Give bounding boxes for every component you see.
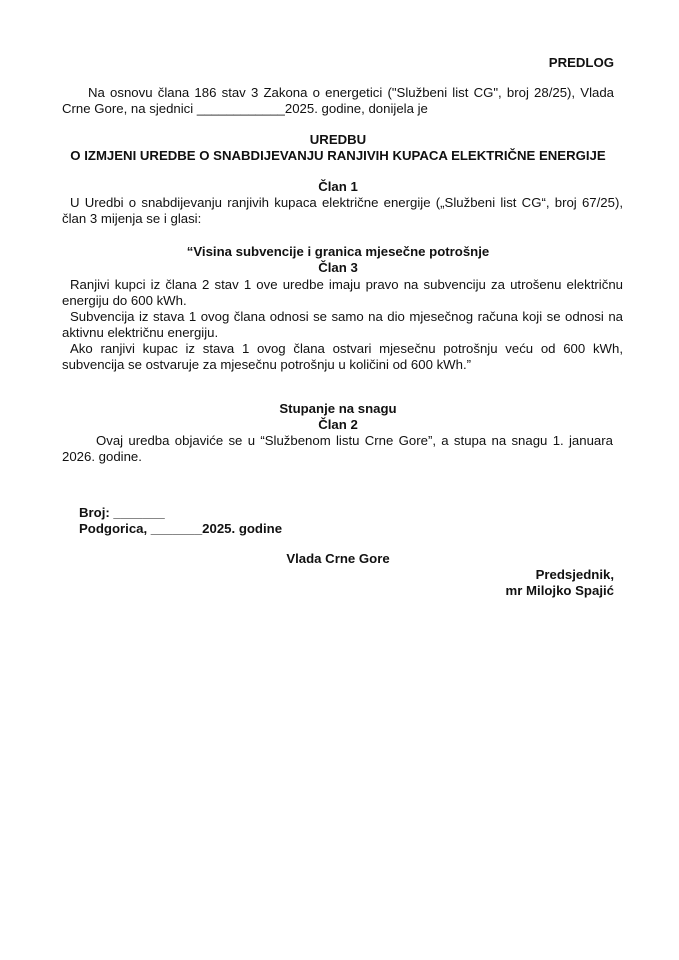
quoted-paragraph-2-line-2: aktivnu električnu energiju. [62, 325, 219, 340]
article-1-line-2: član 3 mijenja se i glasi: [62, 211, 202, 226]
article-2-line-1: Ovaj uredba objaviće se u “Službenom listu Crne Gore”, a stupa na snagu 1. januara [96, 433, 613, 448]
article-1-line-1: U Uredbi o snabdijevanju ranjivih kupaca električne energije („Službeni list CG“, broj 67/25), [70, 195, 623, 210]
quoted-paragraph-1-line-1: Ranjivi kupci iz člana 2 stav 1 ove uredbe imaju pravo na subvenciju za utrošenu električnu [70, 277, 623, 292]
intro-line-1: Na osnovu člana 186 stav 3 Zakona o energetici ("Službeni list CG", broj 28/25), Vlada [88, 85, 614, 100]
quoted-article-heading: Član 3 [318, 260, 358, 275]
quoted-subheading: “Visina subvencije i granica mjesečne potrošnje [186, 244, 490, 259]
article-1-heading: Član 1 [318, 179, 358, 194]
place-and-date: Podgorica, _______2025. godine [79, 521, 283, 536]
quoted-paragraph-2-line-1: Subvencija iz stava 1 ovog člana odnosi se samo na dio mjesečnog računa koji se odnosi na [70, 309, 623, 324]
proposal-label: PREDLOG [548, 55, 614, 70]
article-2-line-2: 2026. godine. [62, 449, 142, 464]
president-name: mr Milojko Spajić [505, 583, 614, 598]
intro-line-2: Crne Gore, na sjednici ____________2025. godine, donijela je [62, 101, 428, 116]
document-title: UREDBU [309, 132, 367, 147]
article-2-heading: Član 2 [318, 417, 358, 432]
quoted-paragraph-3-line-2: subvencija se ostvaruje za mjesečnu potrošnju u količini od 600 kWh.” [62, 357, 472, 372]
article-2-subheading: Stupanje na snagu [279, 401, 397, 416]
quoted-paragraph-1-line-2: energiju do 600 kWh. [62, 293, 187, 308]
document-subtitle: O IZMJENI UREDBE O SNABDIJEVANJU RANJIVIH KUPACA ELEKTRIČNE ENERGIJE [70, 148, 606, 163]
document-number: Broj: _______ [79, 505, 165, 520]
government-name: Vlada Crne Gore [286, 551, 390, 566]
quoted-paragraph-3-line-1: Ako ranjivi kupac iz stava 1 ovog člana ostvari mjesečnu potrošnju veću od 600 kWh, [70, 341, 623, 356]
president-title: Predsjednik, [535, 567, 614, 582]
